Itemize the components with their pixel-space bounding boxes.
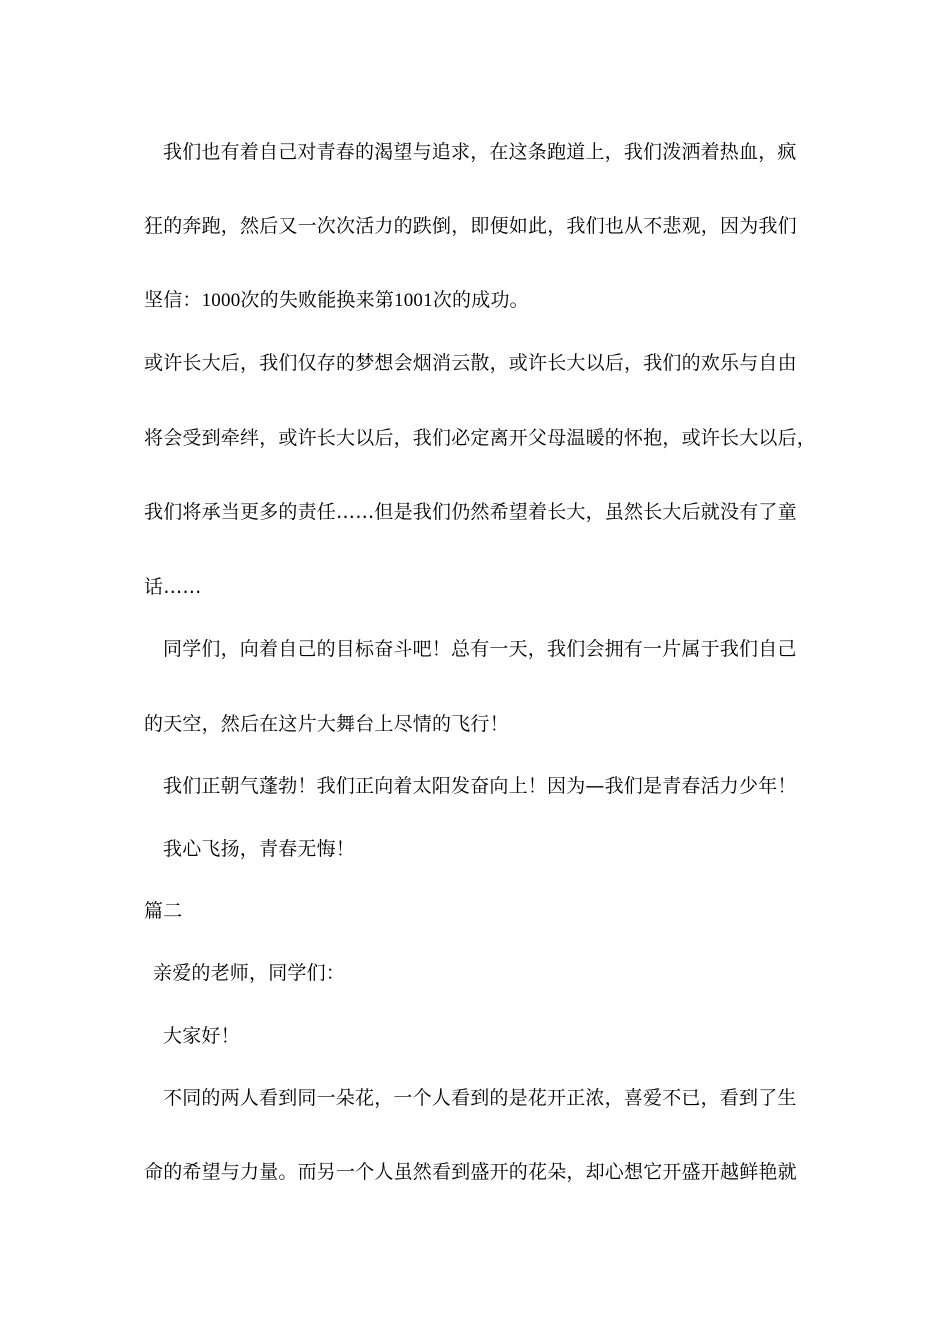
salutation: 亲爱的老师，同学们： (153, 962, 346, 984)
paragraph-1-line-3 (144, 288, 814, 313)
paragraph-1-line-1: 我们也有着自己对青春的渴望与追求，在这条跑道上，我们泼洒着热血，疯 (163, 141, 797, 163)
paragraph-2-line-1: 或许长大后，我们仅存的梦想会烟消云散，或许长大以后，我们的欢乐与自由 (144, 352, 797, 374)
paragraph-4: 我们正朝气蓬勃！我们正向着太阳发奋向上！因为—我们是青春活力少年！ (163, 775, 797, 797)
paragraph-6-line-2: 命的希望与力量。而另一个人虽然看到盛开的花朵，却心想它开盛开越鲜艳就 (144, 1161, 797, 1183)
text-segment: 次的失败能换来第 (240, 289, 395, 311)
paragraph-3-line-1: 同学们，向着自己的目标奋斗吧！总有一天，我们会拥有一片属于我们自己 (163, 638, 797, 660)
paragraph-1-line-2: 狂的奔跑，然后又一次次活力的跌倒，即便如此，我们也从不悲观，因为我们 (144, 215, 797, 237)
greeting: 大家好！ (163, 1025, 240, 1047)
paragraph-2-line-3: 我们将承当更多的责任……但是我们仍然希望着长大，虽然长大后就没有了童 (144, 501, 797, 523)
text-segment: 坚信： (144, 289, 202, 311)
paragraph-6-line-1: 不同的两人看到同一朵花，一个人看到的是花开正浓，喜爱不已，看到了生 (163, 1087, 797, 1109)
text-segment: 次的成功。 (432, 289, 529, 311)
number-1001: 1001 (394, 290, 433, 311)
paragraph-3-line-2: 的天空，然后在这片大舞台上尽情的飞行！ (144, 713, 509, 735)
number-1000: 1000 (201, 290, 241, 311)
paragraph-2-line-2: 将会受到牵绊，或许长大以后，我们必定离开父母温暖的怀抱，或许长大以后， (144, 427, 817, 449)
paragraph-5: 我心飞扬，青春无悔！ (163, 838, 356, 860)
section-title: 篇二 (144, 900, 183, 922)
paragraph-2-line-4: 话…… (144, 576, 202, 598)
